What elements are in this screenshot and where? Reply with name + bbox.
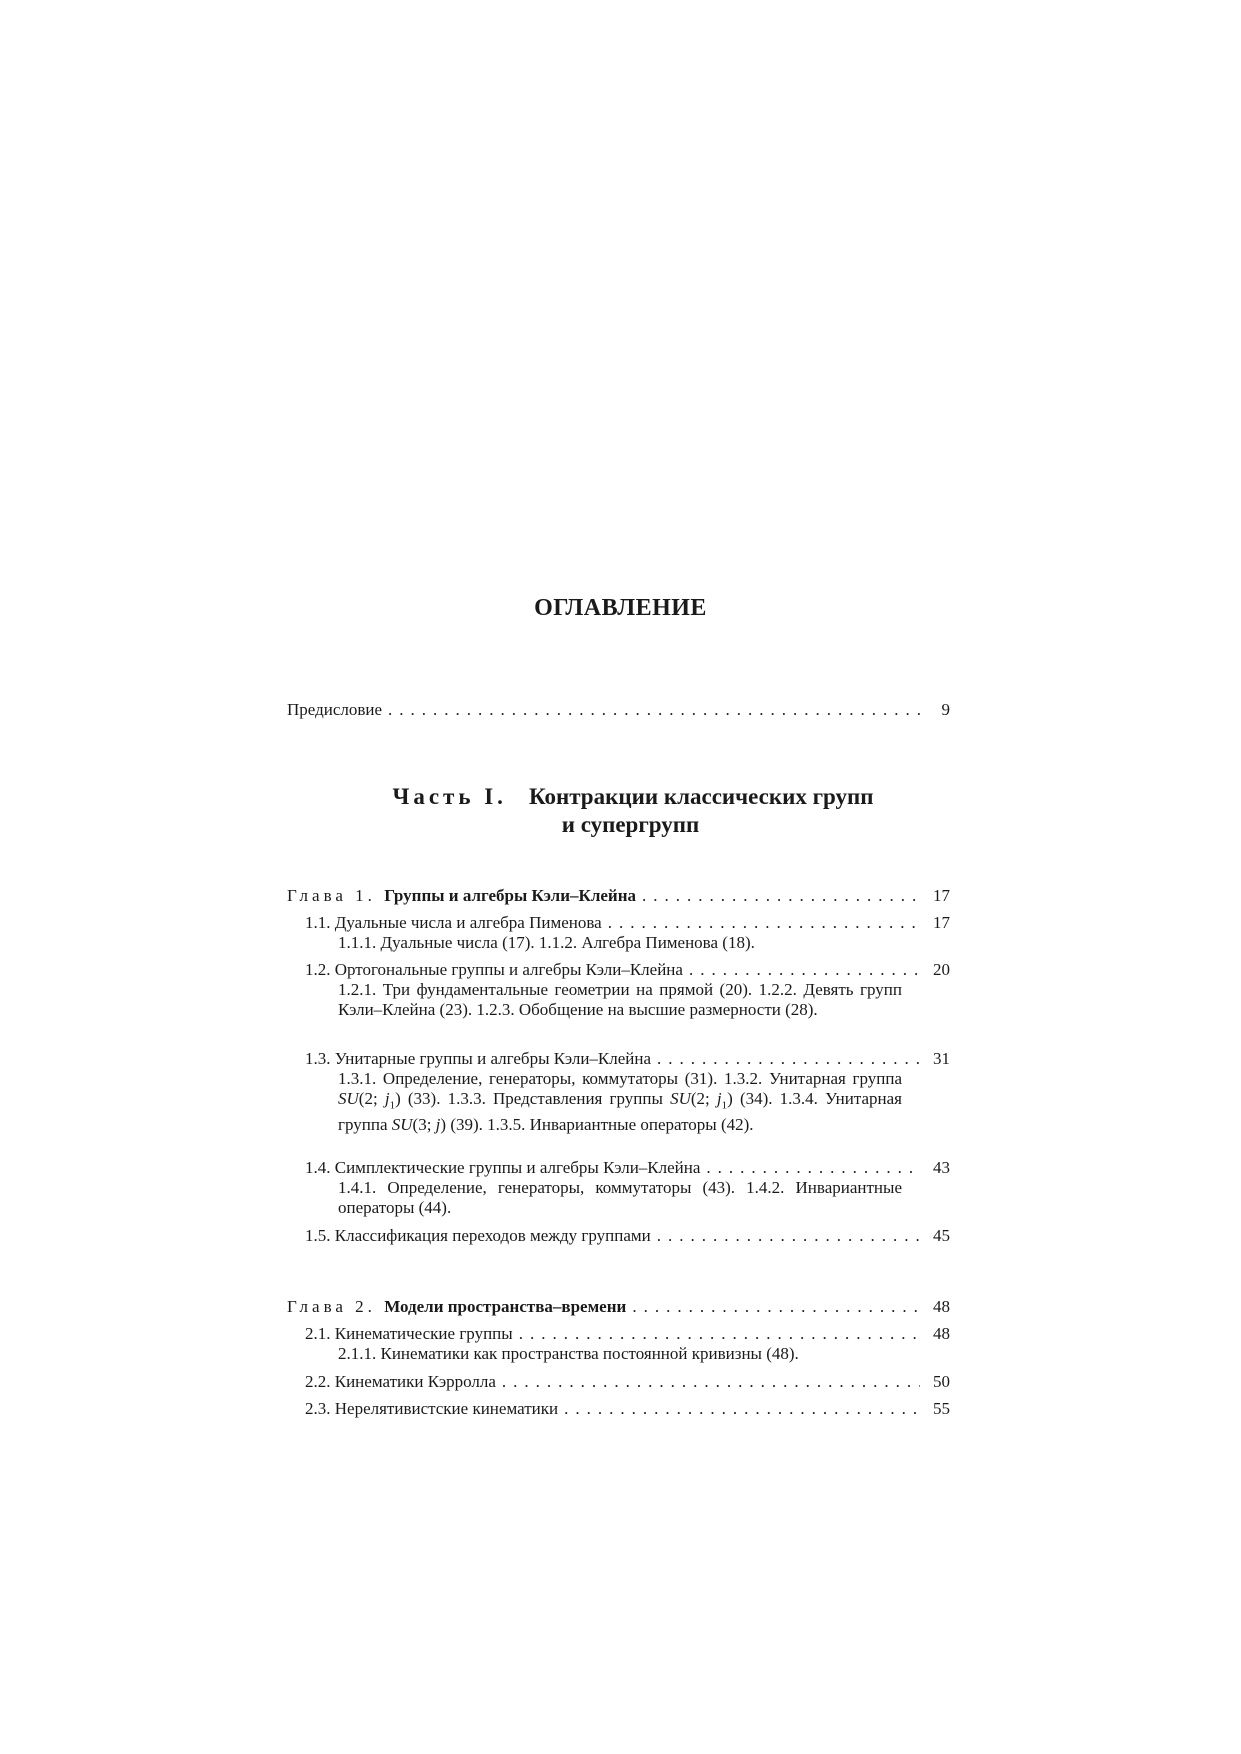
math-su3j: SU bbox=[391, 1115, 413, 1135]
toc-subsections-1-3: 1.3.1. Определение, генераторы, коммутаторы (31). 1.3.2. Унитарная группа SU(2; $j_1$) (33). 1.3.3. Представления группы SU(2; $j_1$) (34). 1.3.4. Унитарная группа SU(3; j) (39). 1.3.5. Инвариантные операторы (42). bbox=[338, 1069, 902, 1135]
toc-entry-label: 1.3. Унитарные группы и алгебры Кэли–Клейна bbox=[305, 1049, 652, 1068]
toc-page-number: 43 bbox=[933, 1158, 950, 1177]
toc-entry-preface[interactable] bbox=[287, 700, 950, 720]
toc-page-number: 48 bbox=[933, 1324, 950, 1343]
toc-entry-label: 2.1. Кинематические группы bbox=[305, 1324, 513, 1343]
toc-entry-label: 1.2. Ортогональные группы и алгебры Кэли–Клейна bbox=[305, 960, 683, 979]
toc-entry-label: 2.3. Нерелятивистские кинематики bbox=[305, 1399, 559, 1418]
toc-page-number: 20 bbox=[933, 960, 950, 979]
toc-section-1-1[interactable] bbox=[305, 913, 950, 933]
detail-text: 1.3.1. Определение, генераторы, коммутаторы (31). 1.3.2. Унитарная группа bbox=[338, 1069, 902, 1088]
leader-dots bbox=[657, 1226, 920, 1246]
leader-dots bbox=[519, 1324, 920, 1344]
toc-subsections-1-2: 1.2.1. Три фундаментальные геометрии на прямой (20). 1.2.2. Девять групп Кэли–Клейна (23). 1.2.3. Обобщение на высшие размерности (28). bbox=[338, 980, 902, 1019]
part-heading bbox=[0, 783, 1241, 839]
leader-dots bbox=[706, 1158, 920, 1178]
part-title-line2: и супергрупп bbox=[561, 812, 700, 837]
part-title-line1: Контракции классических групп bbox=[528, 784, 874, 809]
toc-chapter-1[interactable] bbox=[287, 886, 950, 906]
toc-section-1-2[interactable] bbox=[305, 960, 950, 980]
toc-entry-label bbox=[287, 886, 636, 906]
math-su2j1: SU bbox=[338, 1089, 359, 1108]
toc-page-number: 48 bbox=[933, 1297, 950, 1316]
detail-text: (34). 1.3.4. Унитарная группа bbox=[338, 1089, 902, 1135]
toc-page-number: 17 bbox=[933, 913, 950, 932]
leader-dots bbox=[657, 1049, 920, 1069]
leader-dots bbox=[388, 700, 920, 720]
detail-text: (39). 1.3.5. Инвариантные операторы (42). bbox=[450, 1115, 754, 1135]
toc-entry-label: 1.1. Дуальные числа и алгебра Пименова bbox=[305, 913, 602, 932]
toc-section-2-1[interactable] bbox=[305, 1324, 950, 1344]
toc-entry-label: 1.4. Симплектические группы и алгебры Кэли–Клейна bbox=[305, 1158, 701, 1177]
page-title: ОГЛАВЛЕНИЕ bbox=[534, 595, 707, 621]
toc-chapter-2[interactable] bbox=[287, 1297, 950, 1317]
toc-section-2-3[interactable] bbox=[305, 1399, 950, 1419]
detail-text: (33). 1.3.3. Представления группы bbox=[407, 1089, 663, 1108]
toc-entry-label bbox=[287, 1297, 626, 1317]
toc-page-number: 55 bbox=[933, 1399, 950, 1418]
toc-page-number: 45 bbox=[933, 1226, 950, 1245]
toc-entry-label: Предисловие bbox=[287, 700, 383, 719]
toc-subsections-2-1: 2.1.1. Кинематики как пространства постоянной кривизны (48). bbox=[338, 1344, 799, 1363]
toc-page-number: 31 bbox=[933, 1049, 950, 1068]
toc-section-1-5[interactable] bbox=[305, 1226, 950, 1246]
toc-subsections-1-4: 1.4.1. Определение, генераторы, коммутаторы (43). 1.4.2. Инвариантные операторы (44). bbox=[338, 1178, 902, 1217]
toc-section-2-2[interactable] bbox=[305, 1372, 950, 1392]
chapter-title: Модели пространства–времени bbox=[384, 1297, 627, 1316]
chapter-prefix: Глава 1. bbox=[287, 886, 376, 905]
toc-subsections-1-1: 1.1.1. Дуальные числа (17). 1.1.2. Алгебра Пименова (18). bbox=[338, 933, 755, 952]
part-prefix: Часть I. bbox=[392, 784, 507, 809]
toc-section-1-3[interactable] bbox=[305, 1049, 950, 1069]
toc-entry-label: 2.2. Кинематики Кэрролла bbox=[305, 1372, 496, 1391]
toc-page-number: 9 bbox=[941, 700, 950, 719]
leader-dots bbox=[564, 1399, 920, 1419]
leader-dots bbox=[632, 1297, 920, 1317]
leader-dots bbox=[502, 1372, 920, 1392]
toc-entry-label: 1.5. Классификация переходов между группами bbox=[305, 1226, 651, 1245]
leader-dots bbox=[642, 886, 920, 906]
toc-section-1-4[interactable] bbox=[305, 1158, 950, 1178]
math-su2j1: SU bbox=[670, 1089, 691, 1108]
leader-dots bbox=[608, 913, 920, 933]
leader-dots bbox=[689, 960, 920, 980]
chapter-prefix: Глава 2. bbox=[287, 1297, 376, 1316]
toc-page-number: 50 bbox=[933, 1372, 950, 1391]
chapter-title: Группы и алгебры Кэли–Клейна bbox=[384, 886, 636, 905]
toc-page-number: 17 bbox=[933, 886, 950, 905]
